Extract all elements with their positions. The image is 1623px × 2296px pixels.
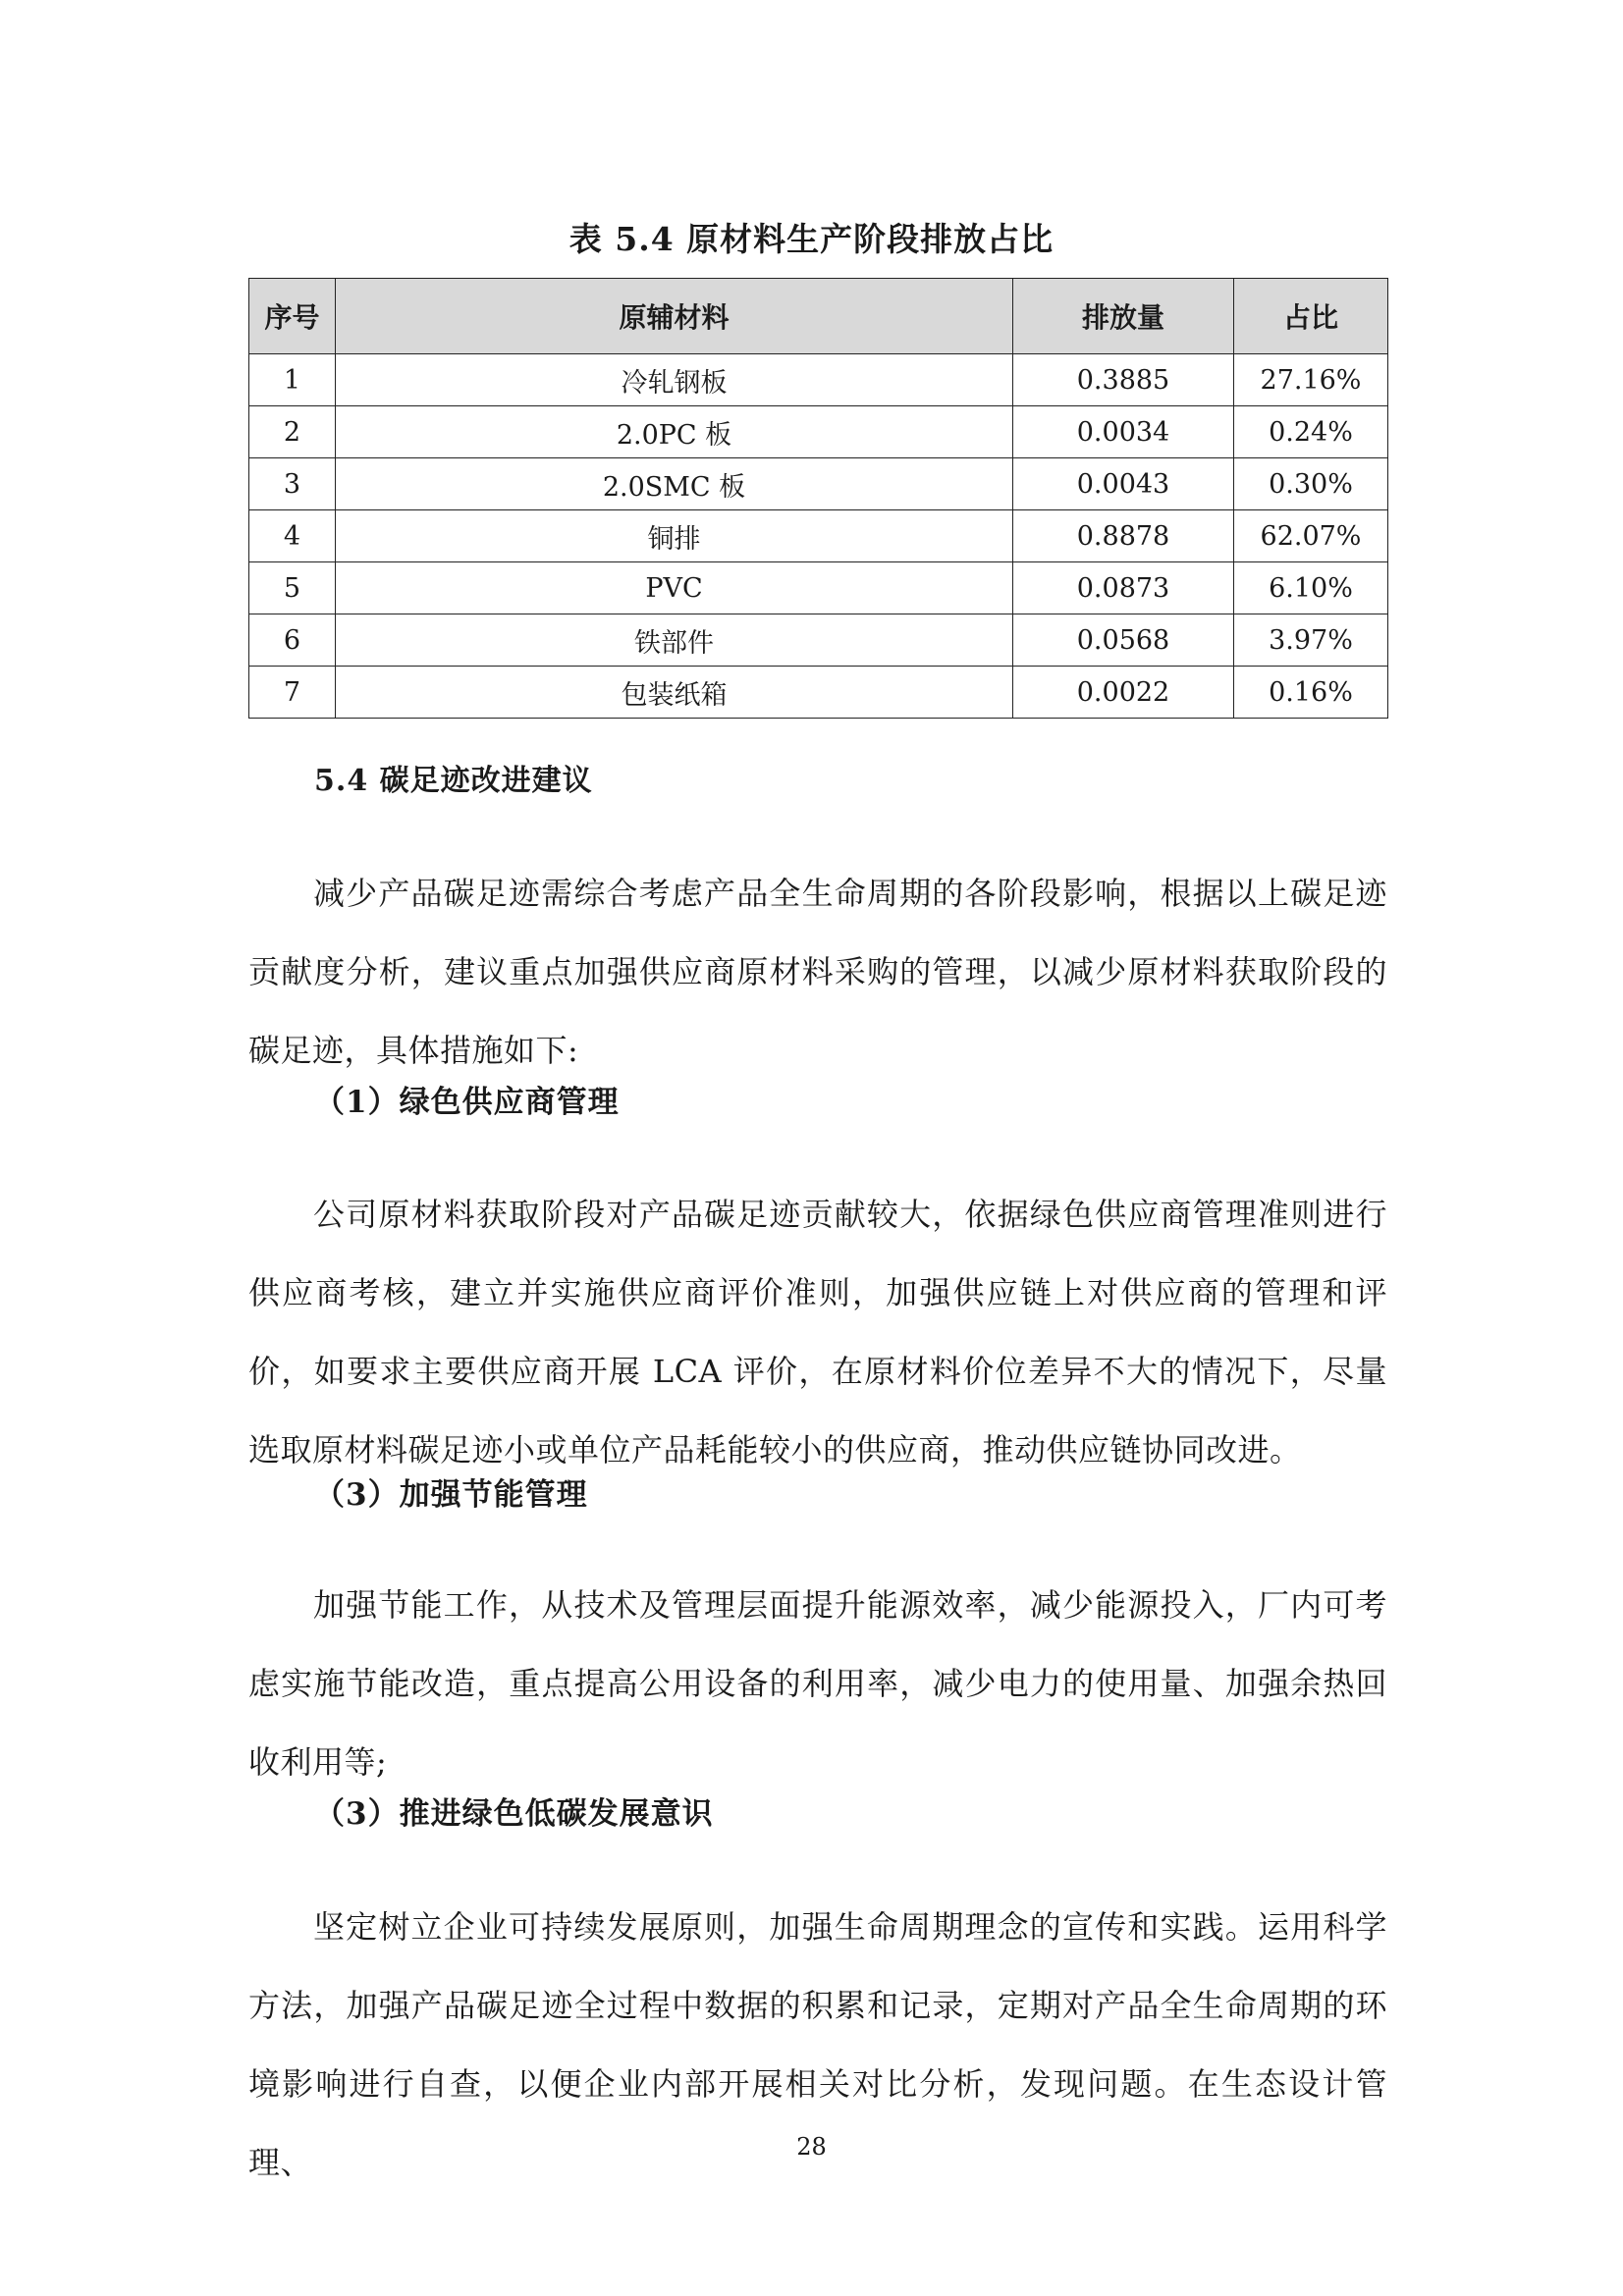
section-heading: 5.4 碳足迹改进建议 [314,764,593,798]
table-row [249,614,1388,667]
emission-share-table [248,278,1388,719]
table-row [249,510,1388,562]
table-header-row [249,279,1388,354]
cell-share: 0.24% [1234,406,1388,458]
cell-share: 3.97% [1234,614,1388,667]
paragraph-low-carbon: 坚定树立企业可持续发展原则，加强生命周期理念的宣传和实践。运用科学方法，加强产品碳足迹全过程中数据的积累和记录，定期对产品全生命周期的环境影响进行自查，以便企业内部开展相关对比分析，发现问题。在生态设计管理、 [248,1908,1387,2181]
cell-share: 27.16% [1234,354,1388,406]
cell-no: 3 [249,458,336,510]
cell-material: 铜排 [336,510,1013,562]
cell-share: 0.16% [1234,667,1388,719]
cell-material: 铁部件 [336,614,1013,667]
cell-material: 2.0SMC 板 [336,458,1013,510]
cell-share: 62.07% [1234,510,1388,562]
cell-no: 2 [249,406,336,458]
header-emission: 排放量 [1013,279,1234,354]
table-row [249,562,1388,614]
cell-emission: 0.8878 [1013,510,1234,562]
cell-emission: 0.3885 [1013,354,1234,406]
table-row [249,354,1388,406]
cell-no: 6 [249,614,336,667]
cell-material: 包装纸箱 [336,667,1013,719]
cell-emission: 0.0568 [1013,614,1234,667]
cell-emission: 0.0022 [1013,667,1234,719]
cell-emission: 0.0873 [1013,562,1234,614]
subheading-green-supplier: （1）绿色供应商管理 [314,1085,620,1120]
cell-no: 7 [249,667,336,719]
page-number: 28 [796,2133,827,2161]
cell-material: PVC [336,562,1013,614]
intro-paragraph: 减少产品碳足迹需综合考虑产品全生命周期的各阶段影响，根据以上碳足迹贡献度分析，建议重点加强供应商原材料采购的管理，以减少原材料获取阶段的碳足迹，具体措施如下: [248,875,1387,1069]
paragraph-energy-saving: 加强节能工作，从技术及管理层面提升能源效率，减少能源投入，厂内可考虑实施节能改造，重点提高公用设备的利用率，减少电力的使用量、加强余热回收利用等; [248,1586,1387,1781]
cell-no: 5 [249,562,336,614]
cell-material: 冷轧钢板 [336,354,1013,406]
paragraph-green-supplier: 公司原材料获取阶段对产品碳足迹贡献较大，依据绿色供应商管理准则进行供应商考核，建立并实施供应商评价准则，加强供应链上对供应商的管理和评价，如要求主要供应商开展 LCA 评价，在原材料价位差异不大的情况下，尽量选取原材料碳足迹小或单位产品耗能较小的供应商，推动供应链协同改进。 [248,1196,1387,1468]
header-share: 占比 [1234,279,1388,354]
header-no: 序号 [249,279,336,354]
cell-no: 1 [249,354,336,406]
header-material: 原辅材料 [336,279,1013,354]
cell-material: 2.0PC 板 [336,406,1013,458]
table-row [249,458,1388,510]
cell-share: 0.30% [1234,458,1388,510]
cell-share: 6.10% [1234,562,1388,614]
subheading-energy-saving: （3）加强节能管理 [314,1477,588,1513]
table-caption: 表 5.4 原材料生产阶段排放占比 [568,220,1055,258]
table-row [249,667,1388,719]
cell-emission: 0.0043 [1013,458,1234,510]
cell-emission: 0.0034 [1013,406,1234,458]
cell-no: 4 [249,510,336,562]
table-row [249,406,1388,458]
subheading-low-carbon: （3）推进绿色低碳发展意识 [314,1796,714,1832]
